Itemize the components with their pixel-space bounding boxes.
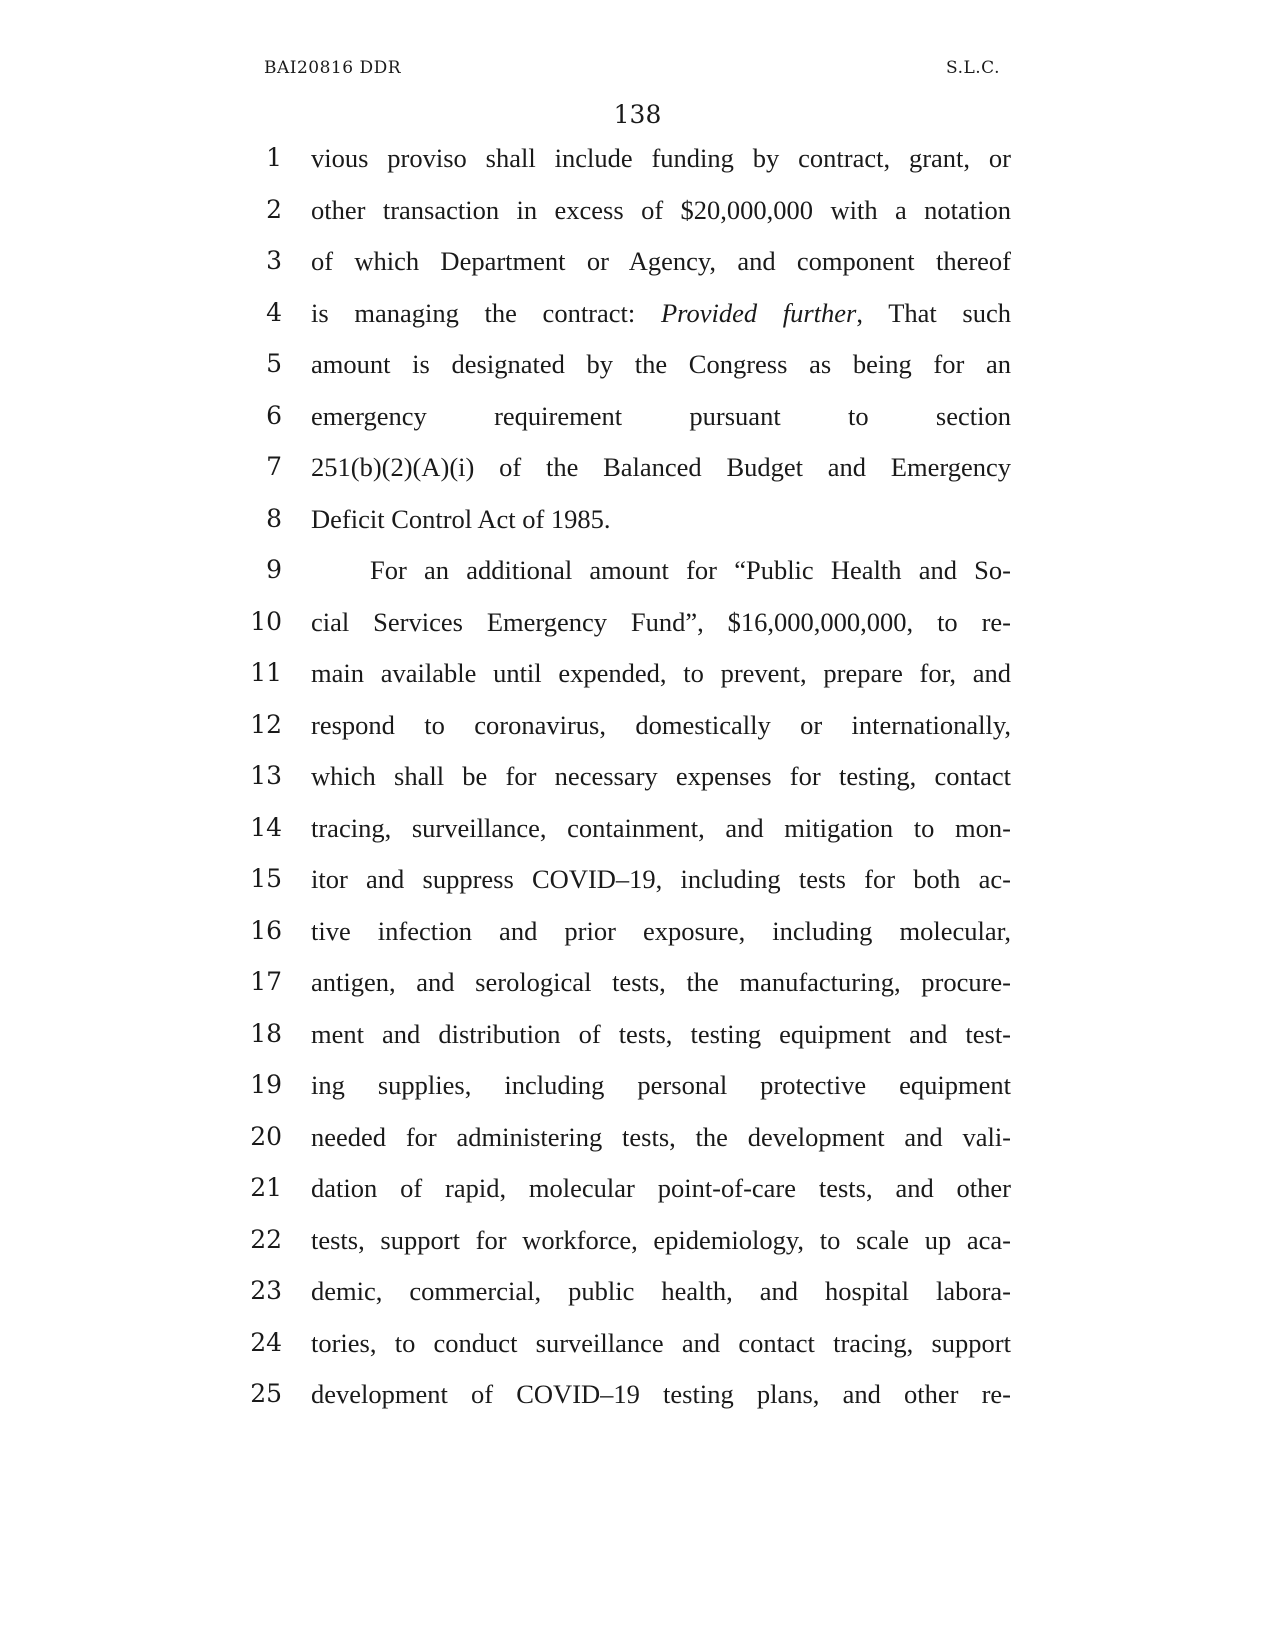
line-text: dation of rapid, molecular point-of-care tests, and other [311, 1173, 1011, 1203]
text-line [0, 756, 1275, 796]
line-text: emergency requirement pursuant to section [311, 400, 1011, 431]
line-number: 25 [250, 1379, 282, 1408]
text-line [0, 705, 1275, 745]
line-text-before: is managing the contract: [311, 297, 661, 328]
line-text: ing supplies, including personal protective equipment [311, 1070, 1011, 1100]
text-line [0, 962, 1275, 1002]
line-number: 3 [266, 246, 282, 275]
text-line [0, 499, 1275, 539]
line-number: 16 [250, 915, 282, 945]
line-number: 13 [250, 761, 282, 790]
line-text: ment and distribution of tests, testing equipment and test- [311, 1018, 1011, 1049]
document-id: BAI20816 DDR [264, 58, 402, 78]
line-number: 5 [266, 349, 282, 378]
text-line [0, 1117, 1275, 1157]
line-text: development of COVID–19 testing plans, and other re- [311, 1379, 1011, 1409]
text-line [0, 653, 1275, 693]
text-line [0, 396, 1275, 436]
line-text: antigen, and serological tests, the manufacturing, procure- [311, 967, 1011, 997]
line-text: main available until expended, to prevent, prepare for, and [311, 658, 1011, 688]
line-text: tracing, surveillance, containment, and mitigation to mon- [311, 812, 1011, 843]
text-line [0, 344, 1275, 384]
line-text: of which Department or Agency, and component thereof [311, 246, 1011, 276]
line-text: needed for administering tests, the development and vali- [311, 1121, 1011, 1152]
line-number: 9 [266, 555, 282, 584]
line-text: demic, commercial, public health, and hospital labora- [311, 1276, 1011, 1306]
line-text: tories, to conduct surveillance and contact tracing, support [311, 1327, 1011, 1358]
text-line [0, 602, 1275, 642]
text-line [0, 447, 1275, 487]
text-line [0, 1014, 1275, 1054]
line-number: 11 [250, 658, 282, 687]
line-number: 10 [250, 606, 282, 636]
text-line [0, 241, 1275, 281]
text-line [0, 1065, 1275, 1105]
text-line [0, 808, 1275, 848]
line-number: 6 [266, 400, 282, 430]
line-number: 23 [250, 1276, 282, 1305]
line-number: 1 [266, 143, 282, 172]
page-number: 138 [613, 100, 662, 129]
line-number: 24 [250, 1327, 282, 1357]
text-line [0, 190, 1275, 230]
line-number: 21 [250, 1173, 282, 1202]
text-line [0, 1220, 1275, 1260]
text-line [0, 293, 1275, 333]
line-text: amount is designated by the Congress as being for an [311, 349, 1011, 379]
text-line [0, 550, 1275, 590]
text-line [0, 1374, 1275, 1414]
line-text: tive infection and prior exposure, including molecular, [311, 915, 1011, 946]
text-line [0, 138, 1275, 178]
line-text: tests, support for workforce, epidemiology, to scale up aca- [311, 1224, 1011, 1255]
line-number: 7 [266, 452, 282, 481]
line-number: 20 [250, 1121, 282, 1151]
line-text: Deficit Control Act of 1985. [311, 503, 611, 534]
line-number: 17 [250, 967, 282, 996]
line-text: For an additional amount for “Public Health and So- [370, 555, 1011, 585]
text-line [0, 859, 1275, 899]
line-number: 4 [266, 297, 282, 327]
line-number: 15 [250, 864, 282, 893]
line-number: 12 [250, 709, 282, 739]
line-number: 22 [250, 1224, 282, 1254]
line-text: cial Services Emergency Fund”, $16,000,000,000, to re- [311, 606, 1011, 637]
line-number: 2 [266, 194, 282, 224]
line-text: respond to coronavirus, domestically or internationally, [311, 709, 1011, 740]
line-text: other transaction in excess of $20,000,000 with a notation [311, 194, 1011, 225]
italic-phrase: Provided further [660, 297, 857, 328]
text-line [0, 1323, 1275, 1363]
text-line [0, 1271, 1275, 1311]
line-text: itor and suppress COVID–19, including tests for both ac- [311, 864, 1011, 894]
line-number: 19 [250, 1070, 282, 1099]
line-text: vious proviso shall include funding by contract, grant, or [311, 143, 1011, 173]
line-text: 251(b)(2)(A)(i) of the Balanced Budget and Emergency [311, 452, 1011, 482]
text-line [0, 1168, 1275, 1208]
document-code: S.L.C. [946, 58, 1000, 78]
line-text-after: , That such [856, 297, 1011, 328]
line-number: 18 [250, 1018, 282, 1048]
line-number: 8 [266, 503, 282, 533]
text-line [0, 911, 1275, 951]
line-text: which shall be for necessary expenses for testing, contact [311, 761, 1011, 791]
line-text [311, 293, 1011, 333]
line-number: 14 [250, 812, 282, 842]
